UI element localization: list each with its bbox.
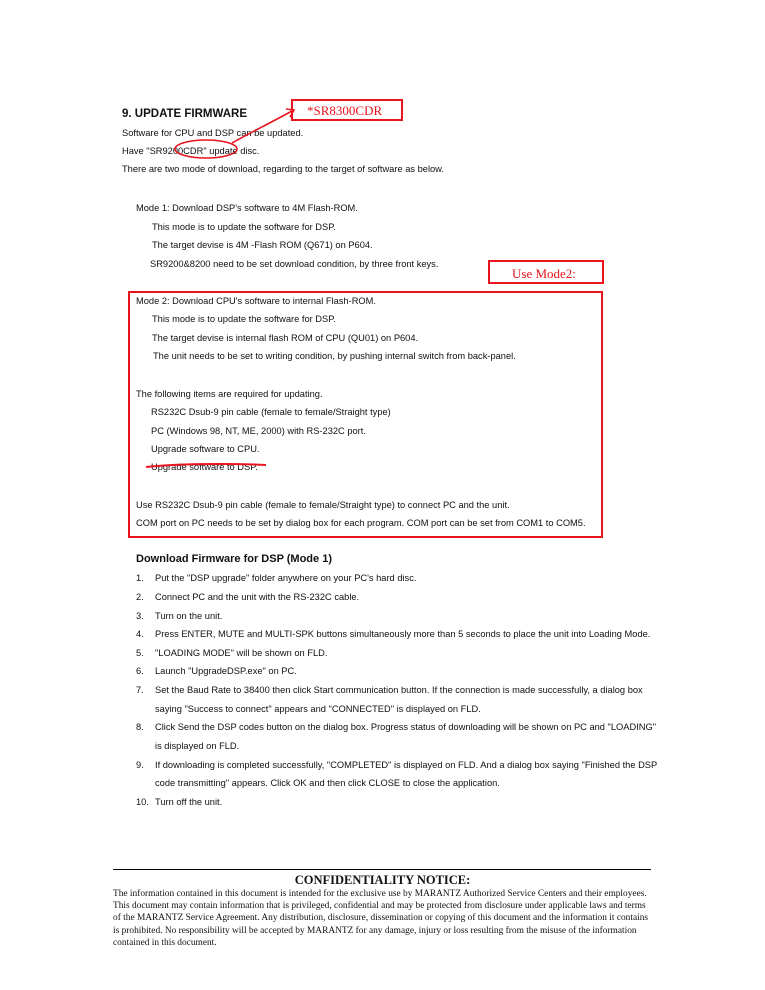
mode2-note-1: Use RS232C Dsub-9 pin cable (female to female/Straight type) to connect PC and the unit.: [136, 500, 510, 510]
model-annotation-text: *SR8300CDR: [307, 103, 383, 118]
step-text: code transmitting" appears. Click OK and then click CLOSE to close the application.: [155, 778, 500, 788]
step-number: 1.: [136, 573, 144, 583]
step-number: 4.: [136, 629, 144, 639]
step-number: 6.: [136, 666, 144, 676]
intro-line-1: Software for CPU and DSP can be updated.: [122, 128, 304, 138]
use-mode2-annotation-box: [488, 260, 604, 284]
step-text: Click Send the DSP codes button on the dialog box. Progress status of downloading will be shown on PC and "LOADING": [155, 722, 656, 732]
step-number: 5.: [136, 648, 144, 658]
divider: [113, 869, 651, 870]
step-number: 2.: [136, 592, 144, 602]
step-text: If downloading is completed successfully, "COMPLETED" is displayed on FLD. And a dialog box saying "Finished the DSP: [155, 760, 658, 770]
step-text: Turn off the unit.: [155, 797, 223, 807]
strikethrough-mark: [144, 460, 270, 472]
step-text: Connect PC and the unit with the RS-232C cable.: [155, 592, 360, 602]
mode2-line-1: This mode is to update the software for DSP.: [152, 314, 336, 324]
step-text: "LOADING MODE" will be shown on FLD.: [155, 648, 328, 658]
mode1-line-1: This mode is to update the software for DSP.: [152, 222, 336, 232]
step-text: Press ENTER, MUTE and MULTI-SPK buttons simultaneously more than 5 seconds to place the unit into Loading Mode.: [155, 629, 651, 639]
step-text: Set the Baud Rate to 38400 then click Start communication button. If the connection is made successfully, a dialog box: [155, 685, 643, 695]
download-heading: Download Firmware for DSP (Mode 1): [136, 553, 332, 565]
step-number: 3.: [136, 611, 144, 621]
step-text: Turn on the unit.: [155, 611, 223, 621]
mode1-line-3: SR9200&8200 need to be set download condition, by three front keys.: [150, 259, 439, 269]
intro-line-2: Have "SR9200CDR" update disc.: [122, 146, 260, 156]
step-text: Launch "UpgradeDSP.exe" on PC.: [155, 666, 297, 676]
confidentiality-title: CONFIDENTIALITY NOTICE:: [294, 873, 471, 887]
step-text: saying "Success to connect" appears and "CONNECTED" is displayed on FLD.: [155, 704, 481, 714]
mode2-note-2: COM port on PC needs to be set by dialog box for each program. COM port can be set from COM1 to COM5.: [136, 518, 586, 528]
step-text: is displayed on FLD.: [155, 741, 240, 751]
required-item-4-struck: Upgrade software to DSP.: [151, 462, 258, 472]
required-heading: The following items are required for updating.: [136, 389, 323, 399]
confidentiality-body: The information contained in this document is intended for the exclusive use by MARANTZ Authorized Service Centers and their employees. This document may contain information that is privileged, confidential and may be protected from disclosure under applicable laws and terms of the MARANTZ Service Agreement. Any distribution, disclosure, dissemination or copying of this document and the information it contains is prohibited. No responsibility will be accepted by MARANTZ for any damage, injury or loss resulting from the misuse of the information contained in this document.: [113, 889, 649, 948]
mode1-line-2: The target devise is 4M -Flash ROM (Q671) on P604.: [152, 240, 373, 250]
required-item-1: RS232C Dsub-9 pin cable (female to female/Straight type): [151, 407, 391, 417]
section-title: 9. UPDATE FIRMWARE: [122, 108, 248, 120]
handwritten-arrow-annotation: [120, 105, 320, 165]
required-item-2: PC (Windows 98, NT, ME, 2000) with RS-232C port.: [151, 426, 366, 436]
step-number: 7.: [136, 685, 144, 695]
required-item-3: Upgrade software to CPU.: [151, 444, 260, 454]
mode1-heading: Mode 1: Download DSP's software to 4M Flash-ROM.: [136, 203, 358, 213]
mode2-heading: Mode 2: Download CPU's software to internal Flash-ROM.: [136, 296, 376, 306]
step-number: 10.: [136, 797, 149, 807]
step-number: 8.: [136, 722, 144, 732]
step-number: 9.: [136, 760, 144, 770]
mode2-line-2: The target devise is internal flash ROM of CPU (QU01) on P604.: [152, 333, 419, 343]
mode2-line-3: The unit needs to be set to writing condition, by pushing internal switch from back-panel.: [153, 351, 516, 361]
intro-line-3: There are two mode of download, regarding to the target of software as below.: [122, 164, 444, 174]
step-text: Put the "DSP upgrade" folder anywhere on your PC's hard disc.: [155, 573, 417, 583]
use-mode2-annotation-text: Use Mode2:: [512, 266, 576, 281]
